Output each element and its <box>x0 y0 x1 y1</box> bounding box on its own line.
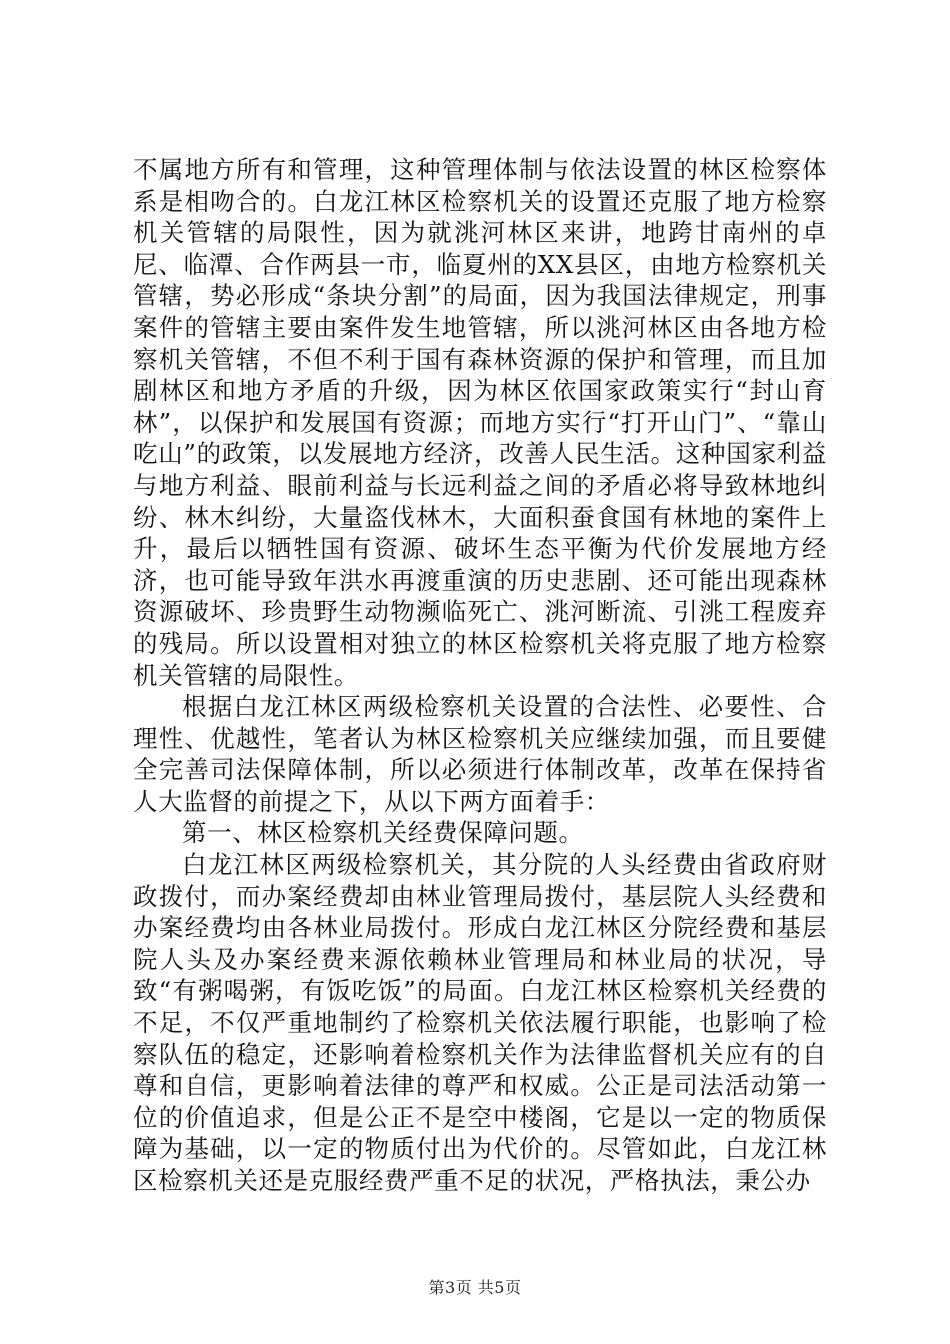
paragraph-continuation: 不属地方所有和管理，这种管理体制与依法设置的林区检察体系是相吻合的。白龙江林区检察机关的设置还克服了地方检察机关管辖的局限性，因为就洮河林区来讲，地跨甘南州的卓尼、临潭、合作两县一市，临夏州的XX县区，由地方检察机关管辖，势必形成“条块分割”的局面，因为我国法律规定，刑事案件的管辖主要由案件发生地管辖，所以洮河林区由各地方检察机关管辖，不但不利于国有森林资源的保护和管理，而且加剧林区和地方矛盾的升级，因为林区依国家政策实行“封山育林”，以保护和发展国有资源；而地方实行“打开山门”、“靠山吃山”的政策，以发展地方经济，改善人民生活。这种国家利益与地方利益、眼前利益与长远利益之间的矛盾必将导致林地纠纷、林木纠纷，大量盗伐林木，大面积蚕食国有林地的案件上升，最后以牺牲国有资源、破坏生态平衡为代价发展地方经济，也可能导致年洪水再渡重演的历史悲剧、还可能出现森林资源破坏、珍贵野生动物濒临死亡、洮河断流、引洮工程废弃的残局。所以设置相对独立的林区检察机关将克服了地方检察机关管辖的局限性。 <box>133 155 827 690</box>
paragraph-funding: 白龙江林区两级检察机关，其分院的人头经费由省政府财政拨付，而办案经费却由林业管理局拨付，基层院人头经费和办案经费均由各林业局拨付。形成白龙江林区分院经费和基层院人头及办案经费来源依赖林业管理局和林业局的状况，导致“有粥喝粥，有饭吃饭”的局面。白龙江林区检察机关经费的不足，不仅严重地制约了检察机关依法履行职能，也影响了检察队伍的稳定，还影响着检察机关作为法律监督机关应有的自尊和自信，更影响着法律的尊严和权威。公正是司法活动第一位的价值追求，但是公正不是空中楼阁，它是以一定的物质保障为基础，以一定的物质付出为代价的。尽管如此，白龙江林区检察机关还是克服经费严重不足的状况，严格执法，秉公办 <box>133 850 827 1195</box>
paragraph-reform-intro: 根据白龙江林区两级检察机关设置的合法性、必要性、合理性、优越性，笔者认为林区检察机关应继续加强，而且要健全完善司法保障体制，所以必须进行体制改革，改革在保持省人大监督的前提之下，从以下两方面着手： <box>133 692 827 816</box>
page-number-footer: 第3页 共5页 <box>428 1278 522 1297</box>
section-heading-funding: 第一、林区检察机关经费保障问题。 <box>182 818 584 848</box>
document-body <box>133 154 827 1197</box>
